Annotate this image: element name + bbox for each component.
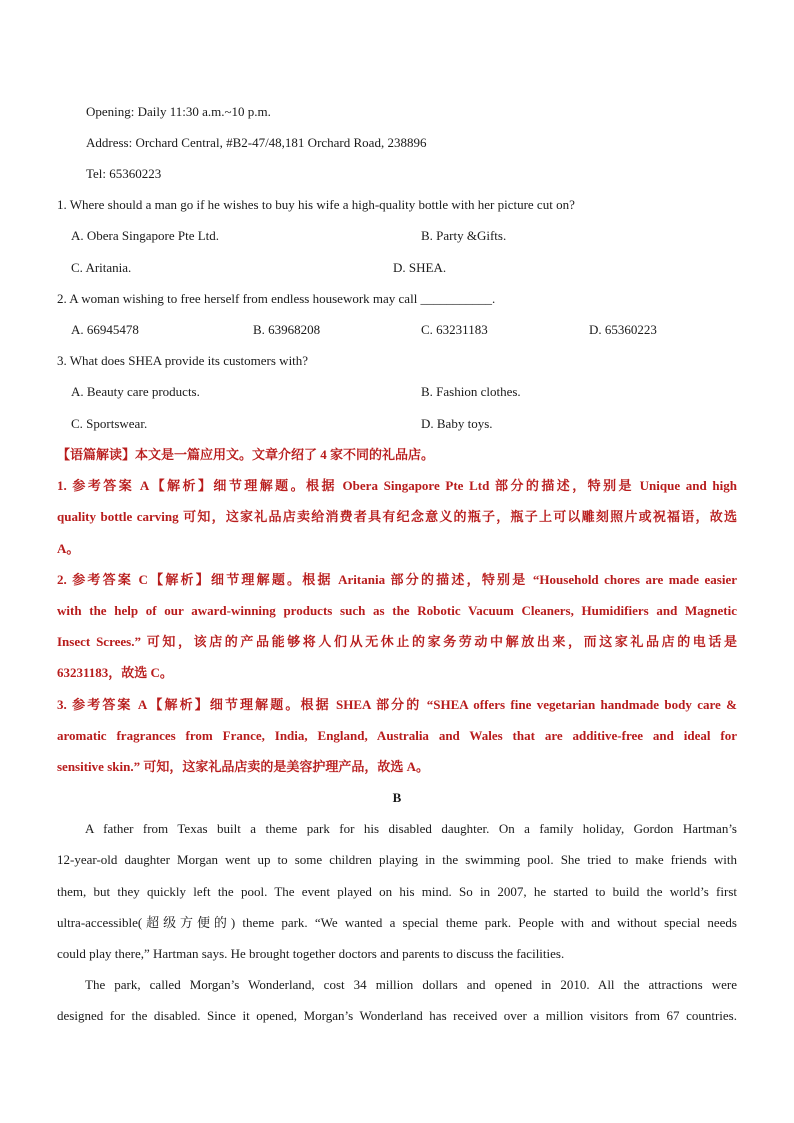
opening-hours: Opening: Daily 11:30 a.m.~10 p.m. bbox=[86, 104, 271, 119]
passage-p1-line-4: ultra-accessible(超级方便的) theme park. “We wanted a special theme park. People with and without special needs bbox=[57, 915, 737, 930]
passage-p1-line-1: A father from Texas built a theme park for his disabled daughter. On a family holiday, Gordon Hartman’s bbox=[85, 821, 737, 836]
answer-2-line-1: 2. 参考答案 C【解析】细节理解题。根据 Aritania 部分的描述，特别是 “Household chores are made easier bbox=[57, 572, 737, 587]
passage-p1-line-2: 12-year-old daughter Morgan went up to some children playing in the swimming pool. She tried to make friends with bbox=[57, 852, 737, 867]
question-3: 3. What does SHEA provide its customers with? bbox=[57, 353, 309, 368]
q2-option-c: C. 63231183 bbox=[421, 322, 488, 337]
answer-1-line-2: quality bottle carving 可知，这家礼品店卖给消费者具有纪念意义的瓶子，瓶子上可以雕刻照片或祝福语，故选 bbox=[57, 509, 737, 524]
question-1: 1. Where should a man go if he wishes to buy his wife a high-quality bottle with her picture cut on? bbox=[57, 197, 575, 212]
q1-option-c: C. Aritania. bbox=[71, 260, 132, 275]
answer-1-line-3: A。 bbox=[57, 541, 80, 556]
passage-p2-line-1: The park, called Morgan’s Wonderland, cost 34 million dollars and opened in 2010. All the attractions were bbox=[85, 977, 737, 992]
address: Address: Orchard Central, #B2-47/48,181 Orchard Road, 238896 bbox=[86, 135, 427, 150]
q3-option-b: B. Fashion clothes. bbox=[421, 384, 521, 399]
answer-2-line-2: with the help of our award-winning products such as the Robotic Vacuum Cleaners, Humidifiers and Magnetic bbox=[57, 603, 737, 618]
answer-3-line-2: aromatic fragrances from France, India, England, Australia and Wales that are additive-free and ideal for bbox=[57, 728, 737, 743]
q1-option-b: B. Party &Gifts. bbox=[421, 228, 507, 243]
answer-3-line-3: sensitive skin.” 可知，这家礼品店卖的是美容护理产品，故选 A。 bbox=[57, 759, 429, 774]
telephone: Tel: 65360223 bbox=[86, 166, 162, 181]
question-2: 2. A woman wishing to free herself from endless housework may call ___________. bbox=[57, 291, 496, 306]
q3-option-c: C. Sportswear. bbox=[71, 416, 148, 431]
answer-3-line-1: 3. 参考答案 A【解析】细节理解题。根据 SHEA 部分的 “SHEA offers fine vegetarian handmade body care & bbox=[57, 697, 737, 712]
q1-option-d: D. SHEA. bbox=[393, 260, 447, 275]
passage-p1-line-3: them, but they quickly left the pool. The event played on his mind. So in 2007, he started to build the world’s first bbox=[57, 884, 737, 899]
q2-option-a: A. 66945478 bbox=[71, 322, 139, 337]
q3-option-d: D. Baby toys. bbox=[421, 416, 493, 431]
q2-option-b: B. 63968208 bbox=[253, 322, 321, 337]
answer-1-line-1: 1. 参考答案 A【解析】细节理解题。根据 Obera Singapore Pte Ltd 部分的描述，特别是 Unique and high bbox=[57, 478, 737, 493]
q1-option-a: A. Obera Singapore Pte Ltd. bbox=[71, 228, 220, 243]
passage-p2-line-2: designed for the disabled. Since it opened, Morgan’s Wonderland has received over a million visitors from 67 countries. bbox=[57, 1008, 737, 1023]
q3-option-a: A. Beauty care products. bbox=[71, 384, 200, 399]
answer-2-line-4: 63231183，故选 C。 bbox=[57, 665, 173, 680]
q2-option-d: D. 65360223 bbox=[589, 322, 657, 337]
passage-p1-line-5: could play there,” Hartman says. He brought together doctors and parents to discuss the facilities. bbox=[57, 946, 565, 961]
analysis-intro: 【语篇解读】本文是一篇应用文。文章介绍了 4 家不同的礼品店。 bbox=[57, 447, 435, 462]
answer-2-line-3: Insect Screes.” 可知，该店的产品能够将人们从无休止的家务劳动中解放出来，而这家礼品店的电话是 bbox=[57, 634, 737, 649]
section-heading: B bbox=[392, 790, 402, 805]
